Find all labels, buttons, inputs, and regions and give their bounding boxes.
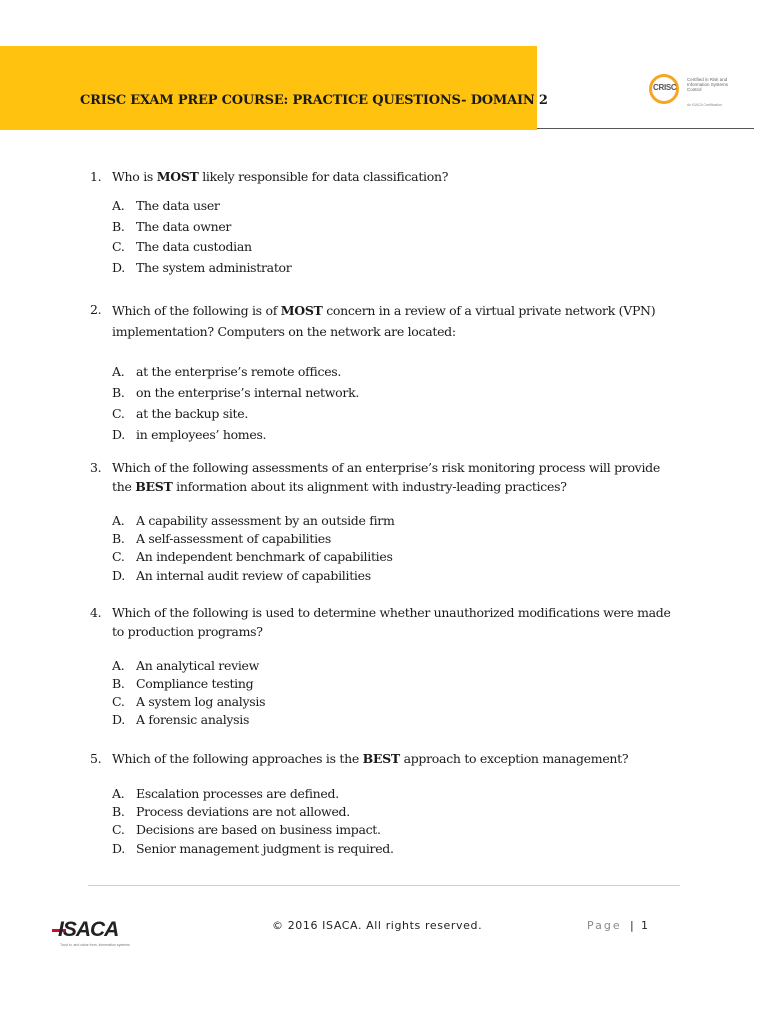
question-text: Who is MOST likely responsible for data classification? — [112, 169, 449, 184]
answer-option: A. An analytical review — [112, 658, 260, 673]
question-number: 1. — [90, 169, 102, 184]
question-text: Which of the following approaches is the BEST approach to exception management? — [112, 751, 629, 766]
answer-option: D. A forensic analysis — [112, 712, 250, 727]
document-title: CRISC EXAM PREP COURSE: PRACTICE QUESTIONS- DOMAIN 2 — [80, 93, 548, 108]
question-number: 5. — [90, 751, 102, 766]
isaca-logo-tagline: Trust in, and value from, information systems — [60, 943, 130, 947]
answer-option: C. Decisions are based on business impact. — [112, 822, 381, 837]
question-text: Which of the following is of MOST concern in a review of a virtual private network (VPN) implementation? Computers on the network are located: — [112, 303, 656, 339]
answer-option: C. The data custodian — [112, 239, 252, 254]
answer-option: C. at the backup site. — [112, 406, 249, 421]
answer-option: D. in employees’ homes. — [112, 427, 267, 442]
page-number: 1 — [641, 919, 648, 932]
header-band — [0, 46, 537, 130]
answer-option: B. on the enterprise’s internal network. — [112, 385, 360, 400]
copyright-notice: © 2016 ISACA. All rights reserved. — [272, 919, 483, 932]
header-divider — [537, 128, 754, 129]
answer-option: B. Compliance testing — [112, 676, 254, 691]
question-text: Which of the following assessments of an enterprise’s risk monitoring process will provide the BEST information about its alignment with industry-leading practices? — [112, 460, 660, 494]
answer-option: B. Process deviations are not allowed. — [112, 804, 350, 819]
page-separator: | — [630, 919, 634, 932]
isaca-logo-text: ISACA — [58, 918, 119, 941]
answer-option: B. A self-assessment of capabilities — [112, 531, 331, 546]
crisc-logo-org: An ISACA Certification — [687, 103, 723, 107]
answer-option: C. A system log analysis — [112, 694, 266, 709]
answer-option: A. The data user — [112, 198, 220, 213]
crisc-logo — [649, 74, 729, 112]
crisc-logo-text: CRISC — [653, 83, 677, 92]
answer-option: A. Escalation processes are defined. — [112, 786, 339, 801]
answer-option: A. at the enterprise’s remote offices. — [112, 364, 342, 379]
question-number: 3. — [90, 460, 102, 475]
answer-option: A. A capability assessment by an outside firm — [112, 513, 395, 528]
question-number: 2. — [90, 302, 102, 317]
answer-option: C. An independent benchmark of capabilities — [112, 549, 393, 564]
answer-option: D. An internal audit review of capabilities — [112, 568, 371, 583]
answer-option: D. The system administrator — [112, 260, 292, 275]
page-label: Page — [587, 919, 622, 932]
isaca-logo — [52, 918, 142, 954]
question-number: 4. — [90, 605, 102, 620]
answer-option: B. The data owner — [112, 219, 232, 234]
footer-divider — [88, 885, 680, 886]
crisc-logo-subtitle: Certified in Risk and Information Systems Control — [687, 77, 729, 92]
question-text: Which of the following is used to determine whether unauthorized modifications were made to production programs? — [112, 605, 671, 639]
answer-option: D. Senior management judgment is required. — [112, 841, 394, 856]
